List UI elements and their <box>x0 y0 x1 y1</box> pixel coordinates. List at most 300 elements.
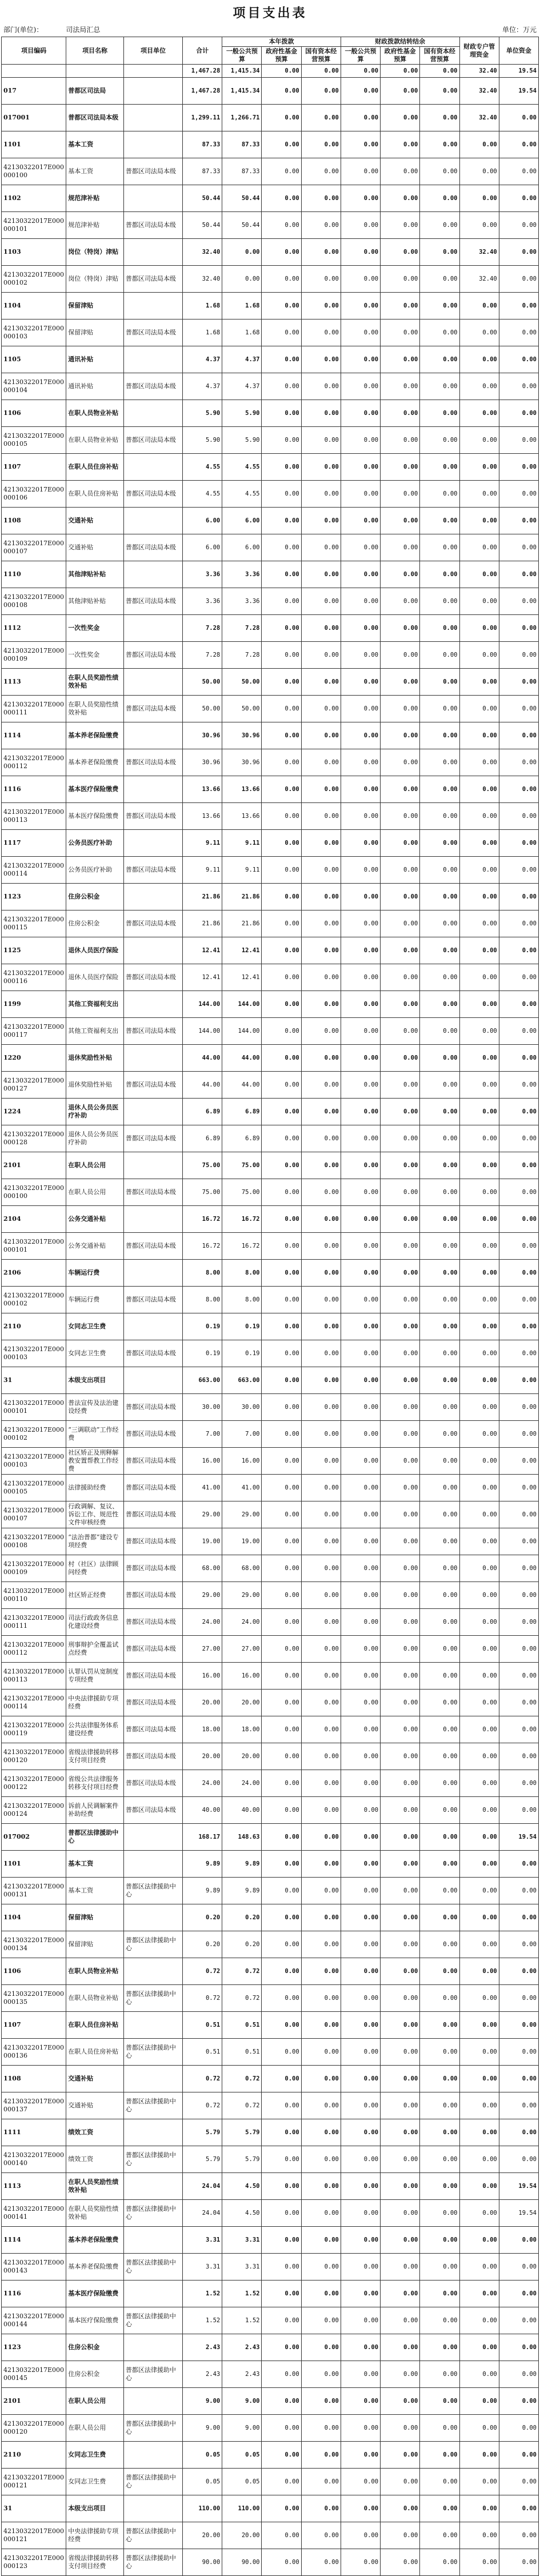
cell-state-capital: 0.00 <box>301 131 341 158</box>
cell-carry-gp: 0.00 <box>341 2469 380 2495</box>
cell-carry-gov-fund: 0.00 <box>381 2012 420 2039</box>
cell-name: 女同志卫生费 <box>66 1313 124 1340</box>
cell-fiscal-special: 0.00 <box>459 776 499 803</box>
cell-carry-state-capital: 0.00 <box>420 319 459 346</box>
cell-gov-fund: 0.00 <box>262 2549 301 2576</box>
cell-carry-gp: 0.00 <box>341 1582 380 1609</box>
cell-code: 42130322017E000000105 <box>2 427 66 454</box>
cell-unit-funds: 0.00 <box>499 722 538 749</box>
cell-carry-gov-fund: 0.00 <box>381 1287 420 1313</box>
cell-gov-fund: 0.00 <box>262 1501 301 1528</box>
cell-gov-fund: 0.00 <box>262 1770 301 1797</box>
cell-gp: 16.00 <box>222 1448 262 1475</box>
cell-carry-gp: 0.00 <box>341 1099 380 1125</box>
cell-code: 42130322017E000000127 <box>2 1072 66 1099</box>
cell-carry-state-capital: 0.00 <box>420 131 459 158</box>
cell-carry-gov-fund: 0.00 <box>381 158 420 185</box>
cell-carry-gov-fund: 0.00 <box>381 212 420 239</box>
cell-state-capital: 0.00 <box>301 1233 341 1260</box>
cell-unit <box>123 561 182 588</box>
table-row <box>2 642 539 669</box>
cell-name: 公务员医疗补助 <box>66 830 124 857</box>
cell-total: 21.86 <box>183 910 222 937</box>
table-row <box>2 2200 539 2227</box>
cell-carry-state-capital: 0.00 <box>420 1770 459 1797</box>
cell-fiscal-special: 0.00 <box>459 830 499 857</box>
cell-gov-fund: 0.00 <box>262 2388 301 2415</box>
cell-carry-state-capital: 0.00 <box>420 1287 459 1313</box>
cell-total: 5.79 <box>183 2119 222 2146</box>
cell-fiscal-special: 0.00 <box>459 131 499 158</box>
cell-fiscal-special: 0.00 <box>459 642 499 669</box>
cell-gp: 27.00 <box>222 1636 262 1663</box>
cell-unit <box>123 2495 182 2522</box>
cell-unit-funds: 0.00 <box>499 1179 538 1206</box>
table-row <box>2 2281 539 2307</box>
table-row <box>2 776 539 803</box>
cell-code: 42130322017E000000108 <box>2 1528 66 1555</box>
cell-carry-gp: 0.00 <box>341 1125 380 1152</box>
department-label: 部门(单位)： <box>3 26 43 34</box>
cell-state-capital: 0.00 <box>301 2469 341 2495</box>
cell-unit-funds: 19.54 <box>499 1824 538 1851</box>
header-unit: 项目单位 <box>123 37 182 65</box>
cell-state-capital: 0.00 <box>301 1931 341 1958</box>
cell-unit: 普都区司法局本级 <box>123 427 182 454</box>
cell-code: 42130322017E000000115 <box>2 910 66 937</box>
cell-carry-state-capital: 0.00 <box>420 2066 459 2092</box>
cell-state-capital: 0.00 <box>301 1690 341 1716</box>
cell-gov-fund: 0.00 <box>262 1716 301 1743</box>
cell-gp: 4.37 <box>222 373 262 400</box>
cell-carry-gov-fund: 0.00 <box>381 2361 420 2388</box>
cell-carry-state-capital: 0.00 <box>420 239 459 266</box>
cell-fiscal-special: 0.00 <box>459 1663 499 1690</box>
cell-carry-gov-fund: 0.00 <box>381 105 420 131</box>
cell-code: 42130322017E000000103 <box>2 1448 66 1475</box>
cell-name: 在职人员公用 <box>66 2388 124 2415</box>
cell-unit-funds: 0.00 <box>499 2039 538 2066</box>
cell-unit-funds: 0.00 <box>499 991 538 1018</box>
cell-carry-gp: 0.00 <box>341 2415 380 2442</box>
cell-state-capital: 0.00 <box>301 1770 341 1797</box>
cell-state-capital: 0.00 <box>301 1179 341 1206</box>
cell-code: 42130322017E000000108 <box>2 588 66 615</box>
cell-gp: 44.00 <box>222 1045 262 1072</box>
cell-state-capital: 0.00 <box>301 2066 341 2092</box>
cell-code: 1102 <box>2 185 66 212</box>
cell-gp: 663.00 <box>222 1367 262 1394</box>
cell-gp: 3.31 <box>222 2227 262 2254</box>
table-row <box>2 1340 539 1367</box>
cell-name: 诉前人民调解案件补助经费 <box>66 1797 124 1824</box>
cell-state-capital: 0.00 <box>301 884 341 910</box>
cell-gp: 1,415.34 <box>222 78 262 105</box>
cell-carry-gp: 0.00 <box>341 1555 380 1582</box>
cell-name: 交通补贴 <box>66 534 124 561</box>
cell-carry-gp: 0.00 <box>341 1072 380 1099</box>
cell-gov-fund: 0.00 <box>262 1448 301 1475</box>
cell-unit-funds: 0.00 <box>499 508 538 534</box>
cell-gp: 0.72 <box>222 2092 262 2119</box>
cell-code: 42130322017E000000102 <box>2 266 66 293</box>
cell-name: 岗位（特岗）津贴 <box>66 239 124 266</box>
cell-gov-fund: 0.00 <box>262 1018 301 1045</box>
cell-state-capital: 0.00 <box>301 2307 341 2334</box>
cell-carry-gp: 0.00 <box>341 642 380 669</box>
cell-unit-funds: 0.00 <box>499 910 538 937</box>
cell-gov-fund: 0.00 <box>262 1690 301 1716</box>
cell-total: 2.43 <box>183 2361 222 2388</box>
cell-total: 27.00 <box>183 1636 222 1663</box>
cell-gp: 3.31 <box>222 2254 262 2281</box>
table-row <box>2 1851 539 1878</box>
cell-state-capital: 0.00 <box>301 2361 341 2388</box>
cell-total: 20.00 <box>183 1690 222 1716</box>
cell-gov-fund: 0.00 <box>262 1233 301 1260</box>
cell-total: 8.00 <box>183 1287 222 1313</box>
cell-unit-funds: 0.00 <box>499 1287 538 1313</box>
cell-gp: 110.00 <box>222 2495 262 2522</box>
cell-code: 2106 <box>2 1260 66 1287</box>
cell-state-capital: 0.00 <box>301 1904 341 1931</box>
cell-code: 31 <box>2 1367 66 1394</box>
cell-gp: 9.00 <box>222 2415 262 2442</box>
cell-unit-funds: 0.00 <box>499 1394 538 1421</box>
cell-state-capital: 0.00 <box>301 1099 341 1125</box>
cell-gov-fund: 0.00 <box>262 1099 301 1125</box>
cell-unit-funds: 0.00 <box>499 105 538 131</box>
cell-unit-funds: 0.00 <box>499 669 538 696</box>
cell-gov-fund: 0.00 <box>262 1797 301 1824</box>
cell-name: 社区矫正经费 <box>66 1582 124 1609</box>
cell-state-capital: 0.00 <box>301 1501 341 1528</box>
cell-carry-gov-fund: 0.00 <box>381 1770 420 1797</box>
cell-total: 24.00 <box>183 1609 222 1636</box>
cell-total: 0.72 <box>183 1985 222 2012</box>
cell-carry-gov-fund: 0.00 <box>381 696 420 722</box>
cell-gov-fund: 0.00 <box>262 78 301 105</box>
table-row <box>2 2146 539 2173</box>
cell-carry-gov-fund: 0.00 <box>381 803 420 830</box>
cell-fiscal-special: 0.00 <box>459 1340 499 1367</box>
cell-total: 50.00 <box>183 669 222 696</box>
cell-unit <box>123 293 182 319</box>
cell-fiscal-special: 0.00 <box>459 2119 499 2146</box>
cell-gov-fund: 0.00 <box>262 2281 301 2307</box>
cell-gp: 7.00 <box>222 1421 262 1448</box>
cell-carry-state-capital: 0.00 <box>420 1340 459 1367</box>
cell-unit-funds: 0.00 <box>499 158 538 185</box>
cell-gov-fund: 0.00 <box>262 1931 301 1958</box>
table-row <box>2 454 539 481</box>
cell-total: 0.72 <box>183 2092 222 2119</box>
cell-total: 20.00 <box>183 2522 222 2549</box>
cell-state-capital: 0.00 <box>301 78 341 105</box>
cell-fiscal-special: 0.00 <box>459 964 499 991</box>
cell-carry-gov-fund: 0.00 <box>381 1179 420 1206</box>
cell-state-capital: 0.00 <box>301 642 341 669</box>
cell-carry-gov-fund: 0.00 <box>381 131 420 158</box>
cell-gp: 30.96 <box>222 749 262 776</box>
cell-unit-funds: 0.00 <box>499 2307 538 2334</box>
table-row <box>2 1555 539 1582</box>
cell-state-capital: 0.00 <box>301 1125 341 1152</box>
cell-carry-state-capital: 0.00 <box>420 1824 459 1851</box>
table-row <box>2 1931 539 1958</box>
table-row <box>2 1663 539 1690</box>
cell-fiscal-special: 0.00 <box>459 1743 499 1770</box>
cell-name: 其他工资福利支出 <box>66 991 124 1018</box>
cell-fiscal-special: 0.00 <box>459 1072 499 1099</box>
cell-fiscal-special: 0.00 <box>459 508 499 534</box>
cell-unit-funds: 0.00 <box>499 1636 538 1663</box>
cell-carry-gp: 0.00 <box>341 1206 380 1233</box>
cell-gov-fund: 0.00 <box>262 964 301 991</box>
table-row <box>2 1233 539 1260</box>
cell-code: 1101 <box>2 131 66 158</box>
cell-gov-fund: 0.00 <box>262 266 301 293</box>
cell-code: 2104 <box>2 1206 66 1233</box>
cell-carry-state-capital: 0.00 <box>420 266 459 293</box>
cell-carry-state-capital: 0.00 <box>420 749 459 776</box>
cell-name: 在职人员住房补贴 <box>66 2039 124 2066</box>
cell-name: 基本工资 <box>66 1878 124 1904</box>
cell-carry-gov-fund: 0.00 <box>381 1340 420 1367</box>
cell-fiscal-special: 0.00 <box>459 910 499 937</box>
cell-fiscal-special: 0.00 <box>459 937 499 964</box>
cell-name: 在职人员住房补贴 <box>66 454 124 481</box>
cell-unit <box>123 615 182 642</box>
cell-carry-gp: 0.00 <box>341 696 380 722</box>
cell-name: 通讯补贴 <box>66 373 124 400</box>
cell-fiscal-special: 0.00 <box>459 1797 499 1824</box>
cell-gov-fund: 0.00 <box>262 481 301 508</box>
cell-total: 0.51 <box>183 2039 222 2066</box>
cell-name: 在职人员物业补贴 <box>66 1985 124 2012</box>
cell-fiscal-special: 0.00 <box>459 1824 499 1851</box>
cell-gp: 50.44 <box>222 212 262 239</box>
cell-carry-gov-fund: 0.00 <box>381 346 420 373</box>
cell-unit-funds: 0.00 <box>499 776 538 803</box>
cell-code: 1116 <box>2 2281 66 2307</box>
cell-fiscal-special: 0.00 <box>459 319 499 346</box>
cell-fiscal-special: 0.00 <box>459 1501 499 1528</box>
cell-carry-state-capital: 0.00 <box>420 1260 459 1287</box>
cell-carry-gp: 0.00 <box>341 508 380 534</box>
table-body <box>2 65 539 2576</box>
cell-carry-gov-fund: 0.00 <box>381 2469 420 2495</box>
cell-fiscal-special: 0.00 <box>459 2146 499 2173</box>
cell-unit <box>123 1206 182 1233</box>
table-row <box>2 2549 539 2576</box>
cell-carry-gov-fund: 0.00 <box>381 1206 420 1233</box>
cell-gov-fund: 0.00 <box>262 991 301 1018</box>
cell-unit: 普都区司法局本级 <box>123 803 182 830</box>
cell-code: 1114 <box>2 2227 66 2254</box>
cell-carry-gov-fund: 0.00 <box>381 2281 420 2307</box>
cell-carry-state-capital: 0.00 <box>420 1313 459 1340</box>
cell-gov-fund: 0.00 <box>262 2361 301 2388</box>
department-value: 司法局汇总 <box>66 26 101 34</box>
cell-carry-gov-fund: 0.00 <box>381 1018 420 1045</box>
table-row <box>2 1904 539 1931</box>
cell-state-capital: 0.00 <box>301 105 341 131</box>
cell-unit <box>123 1904 182 1931</box>
cell-gp: 144.00 <box>222 991 262 1018</box>
cell-name: 刑事辩护全覆盖试点经费 <box>66 1636 124 1663</box>
cell-carry-state-capital: 0.00 <box>420 78 459 105</box>
cell-code <box>2 65 66 78</box>
cell-unit: 普都区法律援助中心 <box>123 1878 182 1904</box>
cell-carry-state-capital: 0.00 <box>420 1851 459 1878</box>
cell-gov-fund: 0.00 <box>262 534 301 561</box>
cell-fiscal-special: 0.00 <box>459 749 499 776</box>
cell-state-capital: 0.00 <box>301 185 341 212</box>
cell-name: 本级支出项目 <box>66 1367 124 1394</box>
cell-code: 42130322017E000000101 <box>2 212 66 239</box>
cell-name: 基本养老保险缴费 <box>66 722 124 749</box>
cell-code: 1107 <box>2 2012 66 2039</box>
cell-state-capital: 0.00 <box>301 1260 341 1287</box>
cell-unit-funds: 0.00 <box>499 1448 538 1475</box>
cell-gp: 3.36 <box>222 561 262 588</box>
cell-unit: 普都区司法局本级 <box>123 1179 182 1206</box>
table-row <box>2 1878 539 1904</box>
cell-gp: 9.11 <box>222 830 262 857</box>
table-row <box>2 1528 539 1555</box>
table-row <box>2 2012 539 2039</box>
table-row <box>2 1609 539 1636</box>
cell-carry-state-capital: 0.00 <box>420 1394 459 1421</box>
cell-name: 女同志卫生费 <box>66 2469 124 2495</box>
cell-unit-funds: 0.00 <box>499 937 538 964</box>
table-row <box>2 239 539 266</box>
cell-carry-gov-fund: 0.00 <box>381 1716 420 1743</box>
cell-unit <box>123 1824 182 1851</box>
cell-unit-funds: 0.00 <box>499 1099 538 1125</box>
cell-unit: 普都区法律援助中心 <box>123 2549 182 2576</box>
cell-unit-funds: 0.00 <box>499 454 538 481</box>
cell-gp: 5.79 <box>222 2146 262 2173</box>
cell-name: 住房公积金 <box>66 910 124 937</box>
cell-unit: 普都区法律援助中心 <box>123 2200 182 2227</box>
cell-state-capital: 0.00 <box>301 910 341 937</box>
cell-state-capital: 0.00 <box>301 964 341 991</box>
cell-unit: 普都区司法局本级 <box>123 1743 182 1770</box>
cell-unit <box>123 1045 182 1072</box>
cell-unit: 普都区法律援助中心 <box>123 2039 182 2066</box>
table-row <box>2 481 539 508</box>
cell-unit: 普都区司法局本级 <box>123 1690 182 1716</box>
cell-unit: 普都区司法局本级 <box>123 1609 182 1636</box>
cell-fiscal-special: 0.00 <box>459 2361 499 2388</box>
cell-carry-gp: 0.00 <box>341 1018 380 1045</box>
cell-carry-state-capital: 0.00 <box>420 588 459 615</box>
cell-total: 21.86 <box>183 884 222 910</box>
cell-state-capital: 0.00 <box>301 2119 341 2146</box>
cell-gp: 30.96 <box>222 722 262 749</box>
cell-state-capital: 0.00 <box>301 803 341 830</box>
cell-state-capital: 0.00 <box>301 1958 341 1985</box>
cell-unit-funds: 0.00 <box>499 212 538 239</box>
cell-fiscal-special: 0.00 <box>459 2227 499 2254</box>
cell-code: 42130322017E000000121 <box>2 2469 66 2495</box>
cell-unit-funds: 0.00 <box>499 1555 538 1582</box>
cell-gp: 75.00 <box>222 1152 262 1179</box>
table-row <box>2 2469 539 2495</box>
cell-gp: 41.00 <box>222 1475 262 1501</box>
cell-carry-gov-fund: 0.00 <box>381 1851 420 1878</box>
cell-fiscal-special: 0.00 <box>459 669 499 696</box>
cell-state-capital: 0.00 <box>301 1878 341 1904</box>
cell-code: 42130322017E000000120 <box>2 1743 66 1770</box>
cell-total: 16.00 <box>183 1663 222 1690</box>
cell-state-capital: 0.00 <box>301 2146 341 2173</box>
cell-gov-fund: 0.00 <box>262 1582 301 1609</box>
cell-code: 42130322017E000000120 <box>2 2415 66 2442</box>
header-carryover: 财政拨款结转结余 <box>341 37 459 47</box>
cell-carry-state-capital: 0.00 <box>420 1582 459 1609</box>
cell-code: 017001 <box>2 105 66 131</box>
table-row <box>2 400 539 427</box>
cell-unit-funds: 0.00 <box>499 2469 538 2495</box>
cell-gov-fund: 0.00 <box>262 884 301 910</box>
cell-total: 0.05 <box>183 2442 222 2469</box>
cell-gp: 5.90 <box>222 400 262 427</box>
cell-unit <box>123 2388 182 2415</box>
cell-carry-state-capital: 0.00 <box>420 400 459 427</box>
cell-name: 基本养老保险缴费 <box>66 2254 124 2281</box>
cell-gp: 4.55 <box>222 481 262 508</box>
table-row <box>2 2334 539 2361</box>
cell-fiscal-special: 0.00 <box>459 991 499 1018</box>
cell-unit: 普都区司法局本级 <box>123 1125 182 1152</box>
cell-total: 663.00 <box>183 1367 222 1394</box>
cell-total: 3.31 <box>183 2254 222 2281</box>
cell-total: 16.72 <box>183 1206 222 1233</box>
cell-carry-state-capital: 0.00 <box>420 776 459 803</box>
cell-code: 1104 <box>2 1904 66 1931</box>
cell-unit: 普都区司法局本级 <box>123 266 182 293</box>
cell-state-capital: 0.00 <box>301 1824 341 1851</box>
cell-fiscal-special: 0.00 <box>459 1233 499 1260</box>
cell-total: 24.04 <box>183 2200 222 2227</box>
cell-unit-funds: 0.00 <box>499 1260 538 1287</box>
cell-name: 住房公积金 <box>66 2334 124 2361</box>
cell-code: 1123 <box>2 2334 66 2361</box>
cell-name: 在职人员公用 <box>66 2415 124 2442</box>
cell-unit-funds: 0.00 <box>499 1743 538 1770</box>
cell-unit-funds: 0.00 <box>499 1770 538 1797</box>
cell-gp: 6.00 <box>222 508 262 534</box>
cell-gp: 8.00 <box>222 1260 262 1287</box>
cell-carry-state-capital: 0.00 <box>420 2012 459 2039</box>
table-row <box>2 830 539 857</box>
cell-total: 0.05 <box>183 2469 222 2495</box>
cell-name: 在职人员物业补贴 <box>66 400 124 427</box>
cell-total: 50.00 <box>183 696 222 722</box>
cell-name: 普都区司法局本级 <box>66 105 124 131</box>
cell-gp: 29.00 <box>222 1501 262 1528</box>
cell-unit-funds: 0.00 <box>499 2522 538 2549</box>
cell-carry-state-capital: 0.00 <box>420 2334 459 2361</box>
cell-carry-gp: 0.00 <box>341 2119 380 2146</box>
cell-fiscal-special: 32.40 <box>459 105 499 131</box>
cell-unit <box>123 1851 182 1878</box>
cell-code: 1101 <box>2 1851 66 1878</box>
cell-unit-funds: 0.00 <box>499 2388 538 2415</box>
